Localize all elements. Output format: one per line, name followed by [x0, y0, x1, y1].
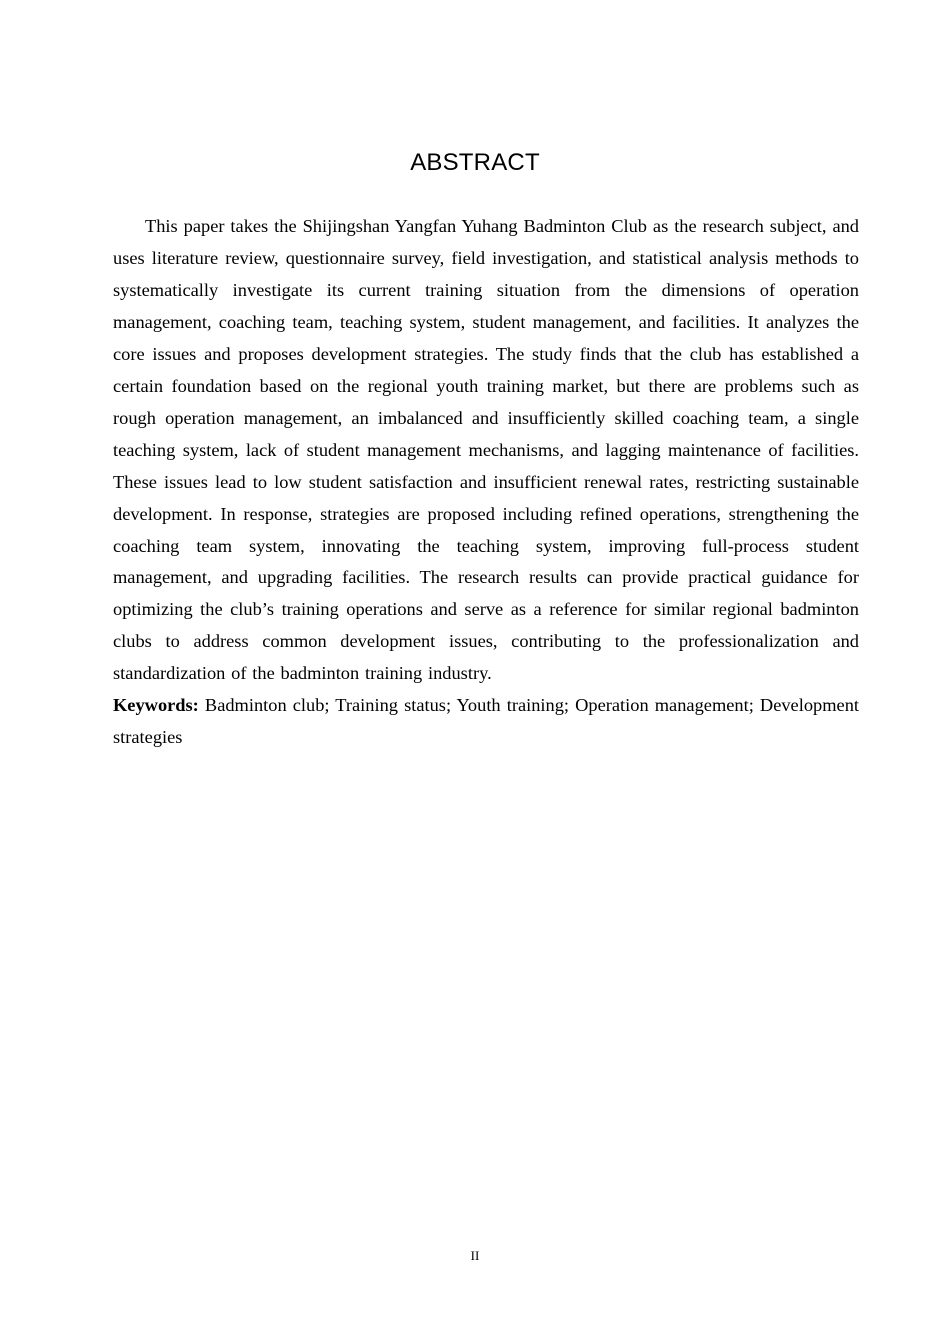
- abstract-body: [113, 211, 859, 754]
- keywords-line: [113, 690, 859, 754]
- keywords-label: Keywords:: [113, 695, 205, 716]
- abstract-title: ABSTRACT: [410, 149, 540, 176]
- abstract-paragraph: This paper takes the Shijingshan Yangfan Yuhang Badminton Club as the research subject, and uses literature review, questionnaire survey, field investigation, and statistical analysis methods to systematically investigate its current training situation from the dimensions of operation management, coaching team, teaching system, student management, and facilities. It analyzes the core issues and proposes development strategies. The study finds that the club has established a certain foundation based on the regional youth training market, but there are problems such as rough operation management, an imbalanced and insufficiently skilled coaching team, a single teaching system, lack of student management mechanisms, and lagging maintenance of facilities. These issues lead to low student satisfaction and insufficient renewal rates, restricting sustainable development. In response, strategies are proposed including refined operations, strengthening the coaching team system, innovating the teaching system, improving full-process student management, and upgrading facilities. The research results can provide practical guidance for optimizing the club’s training operations and serve as a reference for similar regional badminton clubs to address common development issues, contributing to the professionalization and standardization of the badminton training industry.: [113, 216, 859, 684]
- page-number: II: [470, 1248, 480, 1263]
- keywords-list: Badminton club; Training status; Youth training; Operation management; Development strategies: [113, 695, 859, 748]
